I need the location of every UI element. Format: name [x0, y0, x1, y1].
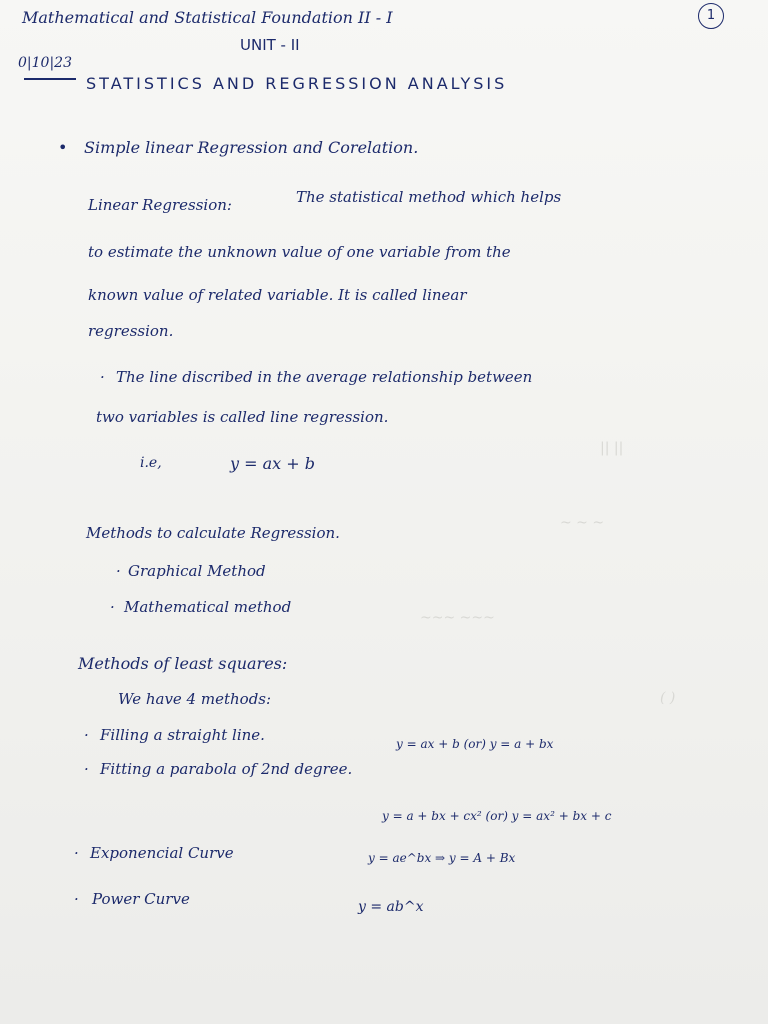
bullet: ·	[116, 562, 121, 580]
method-item: Mathematical method	[124, 598, 292, 616]
bullet: ·	[110, 598, 115, 616]
least-squares-intro: We have 4 methods:	[118, 690, 272, 708]
method-label: Power Curve	[92, 890, 190, 908]
method-equation: y = ae^bx ⇒ y = A + Bx	[368, 851, 516, 865]
definition-line: to estimate the unknown value of one variable from the	[88, 243, 511, 261]
bleed-through-mark: ~~~ ~~~	[420, 610, 495, 626]
regression-equation: y = ax + b	[230, 454, 315, 473]
method-label: Filling a straight line.	[100, 726, 265, 744]
definition-line: The statistical method which helps	[296, 188, 562, 206]
page-title: STATISTICS AND REGRESSION ANALYSIS	[86, 74, 508, 93]
bullet: ·	[74, 890, 79, 908]
ie-label: i.e,	[140, 455, 162, 471]
methods-heading: Methods to calculate Regression.	[86, 524, 340, 542]
method-equation: y = ab^x	[358, 899, 424, 915]
date-underline	[24, 78, 76, 80]
bullet: •	[58, 138, 68, 157]
method-item: Graphical Method	[128, 562, 266, 580]
bullet: ·	[84, 760, 89, 778]
bleed-through-mark: ~ ~ ~	[560, 515, 605, 531]
bullet: ·	[100, 368, 105, 386]
bleed-through-mark: || ||	[600, 440, 624, 456]
definition-line: regression.	[88, 322, 174, 340]
method-label: Fitting a parabola of 2nd degree.	[100, 760, 353, 778]
bullet: ·	[84, 726, 89, 744]
bullet: ·	[74, 844, 79, 862]
definition-label: Linear Regression:	[88, 196, 232, 214]
definition-line: known value of related variable. It is called linear	[88, 286, 467, 304]
least-squares-heading: Methods of least squares:	[78, 654, 288, 673]
line-definition: The line discribed in the average relationship between	[116, 368, 533, 386]
method-equation: y = ax + b (or) y = a + bx	[396, 737, 554, 751]
unit-label: UNIT - II	[240, 36, 300, 54]
subject-title: Mathematical and Statistical Foundation II - I	[22, 8, 393, 27]
page-number: 1	[698, 3, 724, 29]
line-definition: two variables is called line regression.	[96, 408, 389, 426]
date: 0|10|23	[18, 55, 72, 71]
method-label: Exponencial Curve	[90, 844, 234, 862]
topic-heading: Simple linear Regression and Corelation.	[84, 138, 419, 157]
bleed-through-mark: ( )	[660, 690, 676, 706]
method-equation: y = a + bx + cx² (or) y = ax² + bx + c	[382, 809, 612, 823]
